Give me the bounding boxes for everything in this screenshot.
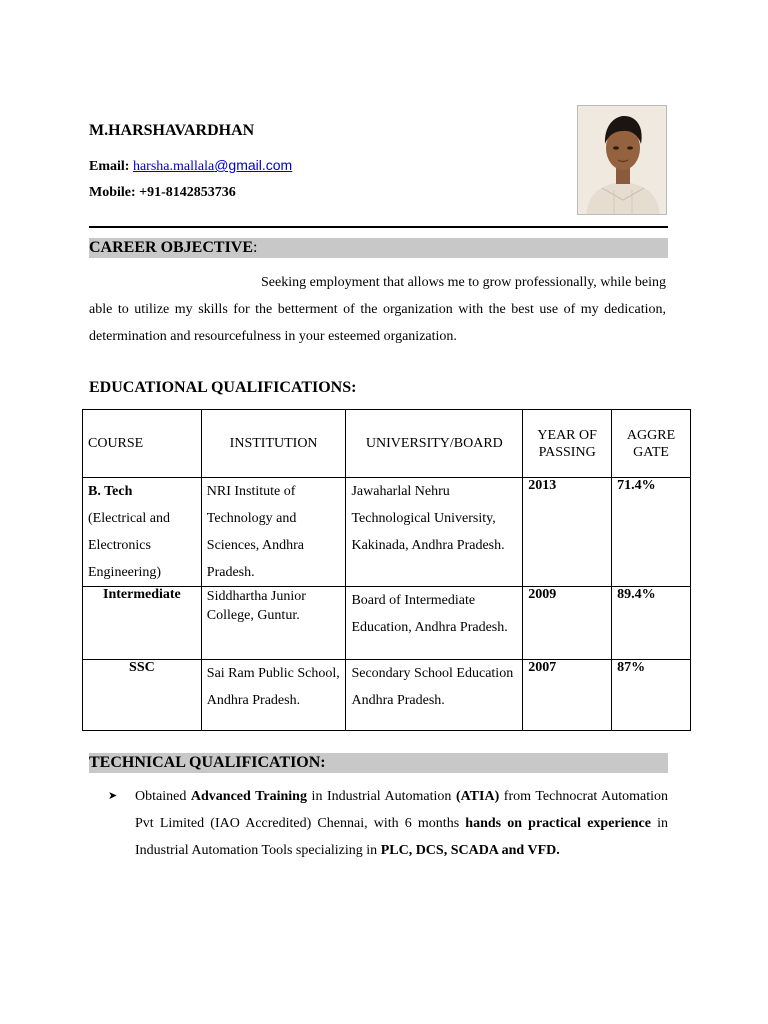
column-header: YEAR OF PASSING — [523, 410, 612, 478]
year-cell: 2013 — [523, 478, 612, 587]
email-domain: @gmail.com — [214, 157, 293, 173]
email-line — [89, 157, 292, 175]
column-header: AGGRE GATE — [612, 410, 691, 478]
technical-qualification-heading: TECHNICAL QUALIFICATION: — [89, 753, 668, 773]
table-header-row — [83, 410, 691, 478]
portrait-image — [578, 106, 667, 215]
education-table — [82, 409, 691, 731]
career-objective-heading: CAREER OBJECTIVE: — [89, 238, 668, 258]
profile-photo — [577, 105, 667, 215]
table-row — [83, 478, 691, 587]
board-cell: Secondary School Education Andhra Pradesh. — [346, 660, 523, 731]
education-heading: EDUCATIONAL QUALIFICATIONS: — [89, 379, 357, 396]
year-cell: 2007 — [523, 660, 612, 731]
aggregate-cell: 71.4% — [612, 478, 691, 587]
technical-list-item — [108, 783, 668, 864]
column-header: UNIVERSITY/BOARD — [346, 410, 523, 478]
email-link[interactable] — [133, 159, 292, 174]
year-cell: 2009 — [523, 587, 612, 660]
table-row — [83, 587, 691, 660]
aggregate-cell: 89.4% — [612, 587, 691, 660]
table-row — [83, 660, 691, 731]
institution-cell: NRI Institute of Technology and Sciences, Andhra Pradesh. — [201, 478, 346, 587]
email-label: Email: — [89, 159, 130, 174]
course-cell: Intermediate — [83, 587, 202, 660]
institution-cell: Sai Ram Public School, Andhra Pradesh. — [201, 660, 346, 731]
candidate-name: M.HARSHAVARDHAN — [89, 122, 255, 139]
email-user: harsha.mallala — [132, 159, 215, 174]
career-objective-text: Seeking employment that allows me to grow professionally, while being able to utilize my skills for the betterment of the organization with the best use of my dedication, determination and resourcefulness in your esteemed organization. — [89, 275, 667, 344]
column-header: INSTITUTION — [201, 410, 346, 478]
technical-item-text: Obtained Advanced Training in Industrial Automation (ATIA) from Technocrat Automation Pvt Limited (IAO Accredited) Chennai, with 6 months hands on practical experience in Industrial Automation Tools specializing in PLC, DCS, SCADA and VFD. — [135, 789, 669, 858]
column-header: COURSE — [83, 410, 202, 478]
institution-cell: Siddhartha Junior College, Guntur. — [201, 587, 346, 660]
board-cell: Board of Intermediate Education, Andhra Pradesh. — [346, 587, 523, 660]
header-divider — [89, 226, 668, 228]
course-cell: B. Tech (Electrical and Electronics Engineering) — [83, 478, 202, 587]
arrow-bullet-icon: ➤ — [108, 790, 118, 802]
course-cell: SSC — [83, 660, 202, 731]
mobile-line — [89, 185, 236, 201]
mobile-value: +91-8142853736 — [139, 185, 236, 200]
aggregate-cell: 87% — [612, 660, 691, 731]
board-cell: Jawaharlal Nehru Technological University, Kakinada, Andhra Pradesh. — [346, 478, 523, 587]
mobile-label: Mobile: — [89, 185, 136, 200]
